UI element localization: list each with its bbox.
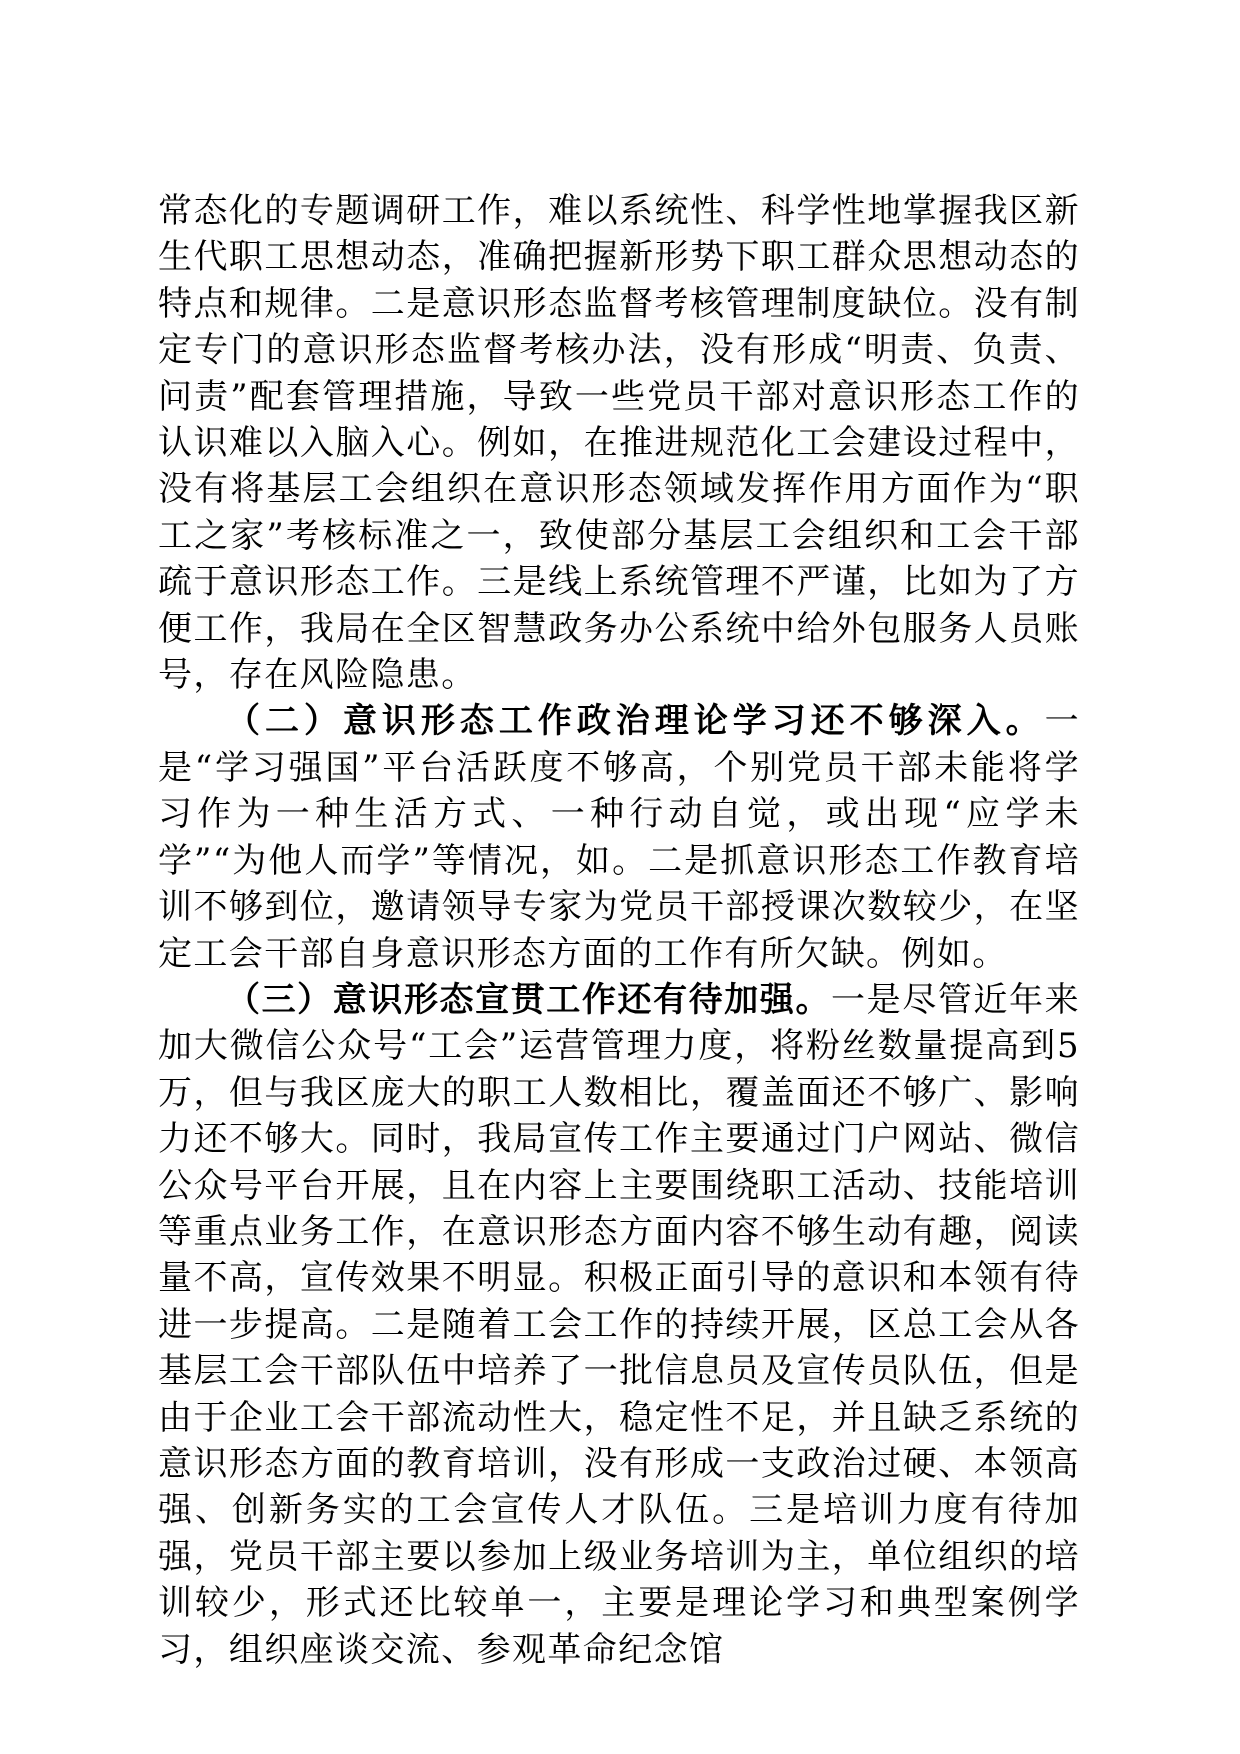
paragraph-text: 常态化的专题调研工作，难以系统性、科学性地掌握我区新生代职工思想动态，准确把握新形势下职工群众思想动态的特点和规律。二是意识形态监督考核管理制度缺位。没有制定专门的意识形态监督考核办法，没有形成“明责、负责、问责”配套管理措施，导致一些党员干部对意识形态工作的认识难以入脑入心。例如，在推进规范化工会建设过程中，没有将基层工会组织在意识形态领域发挥作用方面作为“职工之家”考核标准之一，致使部分基层工会组织和工会干部疏于意识形态工作。三是线上系统管理不严谨，比如为了方便工作，我局在全区智慧政务办公系统中给外包服务人员账号，存在风险隐患。: [158, 191, 1080, 696]
paragraph-section-three: [158, 977, 1080, 1673]
section-heading-three: （三）意识形态宣贯工作还有待加强。: [226, 979, 832, 1020]
paragraph-text: 一是尽管近年来加大微信公众号“工会”运营管理力度，将粉丝数量提高到5万，但与我区庞大的职工人数相比，覆盖面还不够广、影响力还不够大。同时，我局宣传工作主要通过门户网站、微信公众号平台开展，且在内容上主要围绕职工活动、技能培训等重点业务工作，在意识形态方面内容不够生动有趣，阅读量不高，宣传效果不明显。积极正面引导的意识和本领有待进一步提高。二是随着工会工作的持续开展，区总工会从各基层工会干部队伍中培养了一批信息员及宣传员队伍，但是由于企业工会干部流动性大，稳定性不足，并且缺乏系统的意识形态方面的教育培训，没有形成一支政治过硬、本领高强、创新务实的工会宣传人才队伍。三是培训力度有待加强，党员干部主要以参加上级业务培训为主，单位组织的培训较少，形式还比较单一，主要是理论学习和典型案例学习，组织座谈交流、参观革命纪念馆: [158, 979, 1080, 1670]
paragraph-text: 一是“学习强国”平台活跃度不够高，个别党员干部未能将学习作为一种生活方式、一种行动自觉，或出现“应学未学”“为他人而学”等情况，如。二是抓意识形态工作教育培训不够到位，邀请领导专家为党员干部授课次数较少，在坚定工会干部自身意识形态方面的工作有所欠缺。例如。: [158, 701, 1080, 974]
section-heading-two: （二）意识形态工作政治理论学习还不够深入。: [226, 701, 1045, 742]
paragraph-continuation: [158, 188, 1080, 698]
paragraph-section-two: [158, 698, 1080, 976]
document-page: [158, 188, 1080, 1673]
